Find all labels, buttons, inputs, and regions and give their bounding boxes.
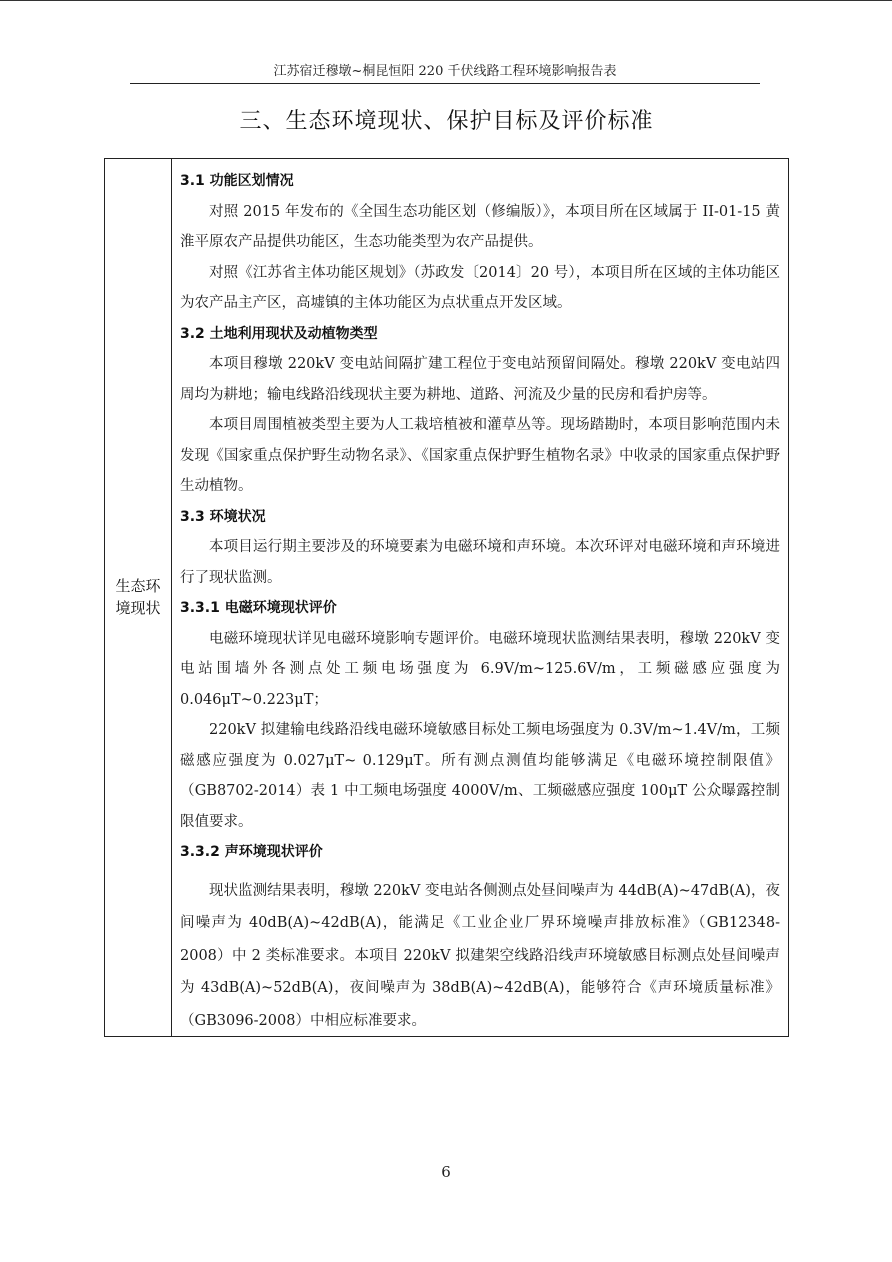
paragraph: 本项目运行期主要涉及的环境要素为电磁环境和声环境。本次环评对电磁环境和声环境进行了现状监测。 xyxy=(180,539,780,586)
paragraph: 电磁环境现状详见电磁环境影响专题评价。电磁环境现状监测结果表明，穆墩 220kV 变电站围墙外各测点处工频电场强度为 6.9V/m~125.6V/m，工频磁感应强度为 0.046μT~0.223μT； xyxy=(180,630,780,708)
paragraph: 对照 2015 年发布的《全国生态功能区划（修编版）》，本项目所在区域属于 II-01-15 黄淮平原农产品提供功能区，生态功能类型为农产品提供。 xyxy=(180,203,780,250)
header-rule xyxy=(130,83,760,84)
paragraph: 本项目周围植被类型主要为人工栽培植被和灌草丛等。现场踏勘时，本项目影响范围内未发现《国家重点保护野生动物名录》、《国家重点保护野生植物名录》中收录的国家重点保护野生动植物。 xyxy=(180,417,780,494)
heading-3-3: 3.3 环境状况 xyxy=(180,508,266,525)
paragraph: 现状监测结果表明，穆墩 220kV 变电站各侧测点处昼间噪声为 44dB(A)~47dB(A)，夜间噪声为 40dB(A)~42dB(A)，能满足《工业企业厂界环境噪声排放标准》（GB12348-2008）中 2 类标准要求。本项目 220kV 拟建架空线路沿线声环境敏感目标测点处昼间噪声为 43dB(A)~52dB(A)，夜间噪声为 38dB(A)~42dB(A)，能够符合《声环境质量标准》（GB3096-2008）中相应标准要求。 xyxy=(180,882,780,1029)
page-number: 6 xyxy=(441,1163,451,1181)
paragraph: 对照《江苏省主体功能区规划》（苏政发〔2014〕20 号），本项目所在区域的主体功能区为农产品主产区，高墟镇的主体功能区为点状重点开发区域。 xyxy=(180,264,780,311)
heading-3-3-2: 3.3.2 声环境现状评价 xyxy=(180,844,323,860)
running-header: 江苏宿迁穆墩~桐昆恒阳 220 千伏线路工程环境影响报告表 xyxy=(273,64,617,79)
top-border-line xyxy=(0,0,892,1)
row-label-cell xyxy=(105,159,172,1036)
row-label: 生态环境现状 xyxy=(115,577,161,617)
section-title: 三、生态环境现状、保护目标及评价标准 xyxy=(239,109,654,134)
paragraph: 220kV 拟建输电线路沿线电磁环境敏感目标处工频电场强度为 0.3V/m~1.4V/m，工频磁感应强度为 0.027μT~ 0.129μT。所有测点测值均能够满足《电磁环境控制限值》（GB8702-2014）表 1 中工频电场强度 4000V/m、工频磁感应强度 100μT 公众曝露控制限值要求。 xyxy=(180,722,780,830)
content-table xyxy=(104,158,789,1037)
spacer xyxy=(180,868,780,875)
heading-3-2: 3.2 土地利用现状及动植物类型 xyxy=(180,325,378,342)
paragraph: 本项目穆墩 220kV 变电站间隔扩建工程位于变电站预留间隔处。穆墩 220kV 变电站四周均为耕地；输电线路沿线现状主要为耕地、道路、河流及少量的民房和看护房等。 xyxy=(180,356,780,403)
heading-3-3-1: 3.3.1 电磁环境现状评价 xyxy=(180,600,337,616)
heading-3-1: 3.1 功能区划情况 xyxy=(180,173,294,189)
row-content-cell xyxy=(172,159,788,1036)
